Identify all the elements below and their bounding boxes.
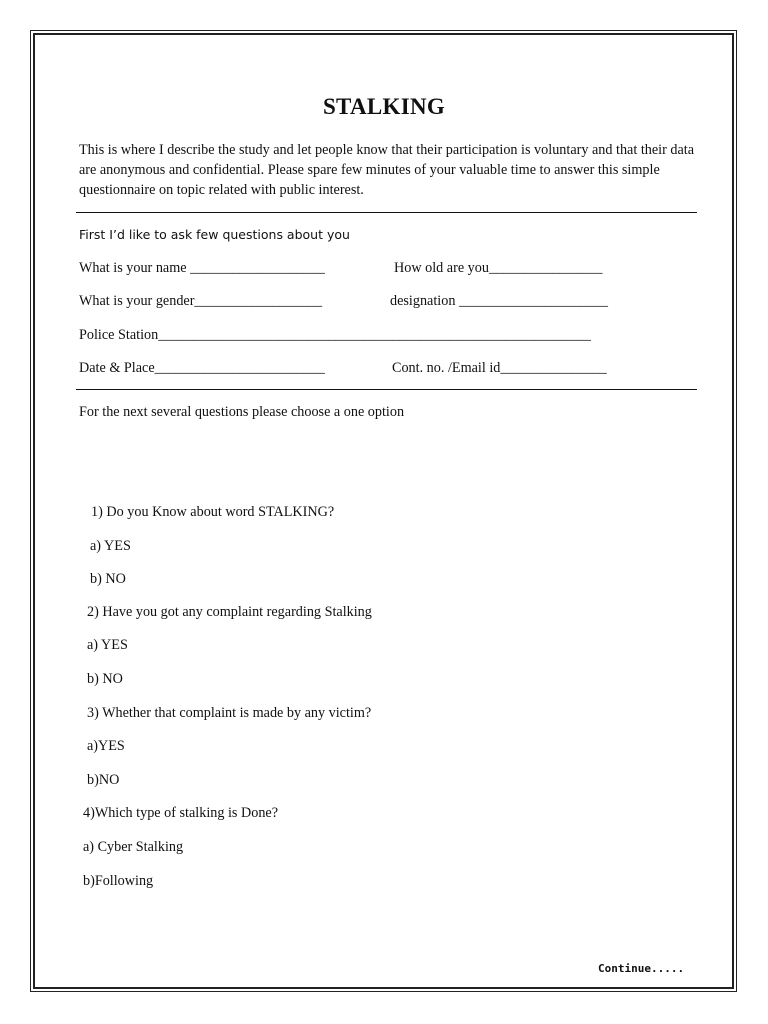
intro-paragraph: This is where I describe the study and let people know that their participation is voluntary and that their data are anonymous and confidential. Please spare few minutes of your valuable time to answer this simple questionnaire on topic related with public interest. xyxy=(79,142,695,198)
age-field: How old are you________________ xyxy=(394,260,603,276)
document-title: STALKING xyxy=(322,94,446,119)
question-1: 1) Do you Know about word STALKING? xyxy=(91,504,335,520)
question-3-option-a: a)YES xyxy=(87,738,125,754)
instructions-text: For the next several questions please choose a one option xyxy=(79,404,405,420)
designation-field: designation _____________________ xyxy=(390,293,608,309)
question-1-option-a: a) YES xyxy=(90,538,131,554)
question-4-option-b: b)Following xyxy=(83,873,154,889)
question-1-option-b: b) NO xyxy=(90,571,126,587)
question-4: 4)Which type of stalking is Done? xyxy=(83,805,279,821)
contact-field: Cont. no. /Email id_______________ xyxy=(392,360,607,376)
date-place-field: Date & Place________________________ xyxy=(79,360,325,376)
section-divider-top xyxy=(76,212,697,213)
question-3: 3) Whether that complaint is made by any victim? xyxy=(87,705,372,721)
section-divider-bottom xyxy=(76,389,697,390)
continue-label: Continue..... xyxy=(598,962,685,975)
question-2: 2) Have you got any complaint regarding Stalking xyxy=(87,604,372,620)
name-field: What is your name ___________________ xyxy=(79,260,325,276)
question-4-option-a: a) Cyber Stalking xyxy=(83,839,184,855)
personal-section-heading: First I’d like to ask few questions about you xyxy=(79,227,350,242)
question-2-option-b: b) NO xyxy=(87,671,123,687)
question-3-option-b: b)NO xyxy=(87,772,120,788)
gender-field: What is your gender__________________ xyxy=(79,293,323,309)
police-station-field: Police Station_____________________________________________________________ xyxy=(79,327,591,343)
question-2-option-a: a) YES xyxy=(87,637,128,653)
